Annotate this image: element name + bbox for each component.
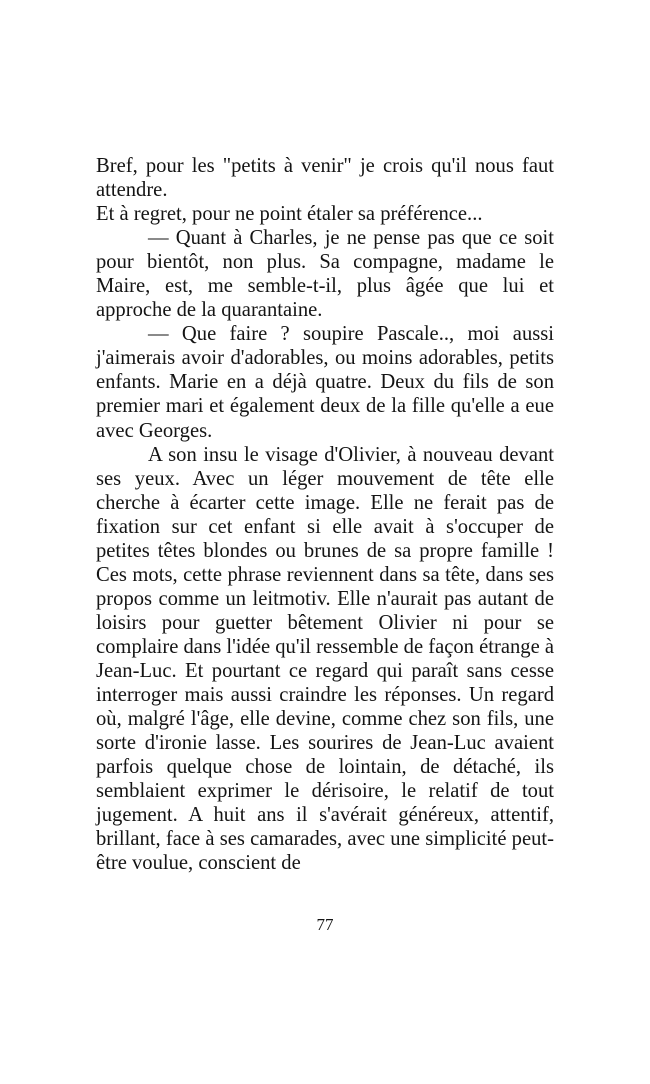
- page-number: 77: [316, 915, 334, 934]
- paragraph-3: — Quant à Charles, je ne pense pas que ce soit pour bientôt, non plus. Sa compagne, madame le Maire, est, me semble-t-il, plus âgée que lui et approche de la quarantaine.: [96, 227, 554, 322]
- paragraph-2: Et à regret, pour ne point étaler sa préférence...: [96, 203, 483, 226]
- paragraph-1: Bref, pour les "petits à venir" je crois qu'il nous faut attendre.: [96, 155, 554, 202]
- body-text: [96, 154, 554, 875]
- paragraph-5: A son insu le visage d'Olivier, à nouveau devant ses yeux. Avec un léger mouvement de tête elle cherche à écarter cette image. Elle ne ferait pas de fixation sur cet enfant si elle avait à s'occuper de petites têtes blondes ou brunes de sa propre famille ! Ces mots, cette phrase reviennent dans sa tête, dans ses propos comme un leitmotiv. Elle n'aurait pas autant de loisirs pour guetter bêtement Olivier ni pour se complaire dans l'idée qu'il ressemble de façon étrange à Jean-Luc. Et pourtant ce regard qui paraît sans cesse interroger mais aussi craindre les réponses. Un regard où, malgré l'âge, elle devine, comme chez son fils, une sorte d'ironie lasse. Les sourires de Jean-Luc avaient parfois quelque chose de lointain, de détaché, ils semblaient exprimer le dérisoire, le relatif de tout jugement. A huit ans il s'avérait généreux, attentif, brillant, face à ses camarades, avec une simplicité peut-être voulue, conscient de: [96, 443, 554, 875]
- paragraph-4: — Que faire ? soupire Pascale.., moi aussi j'aimerais avoir d'adorables, ou moins adorables, petits enfants. Marie en a déjà quatre. Deux du fils de son premier mari et également deux de la fille qu'elle a eue avec Georges.: [96, 323, 554, 442]
